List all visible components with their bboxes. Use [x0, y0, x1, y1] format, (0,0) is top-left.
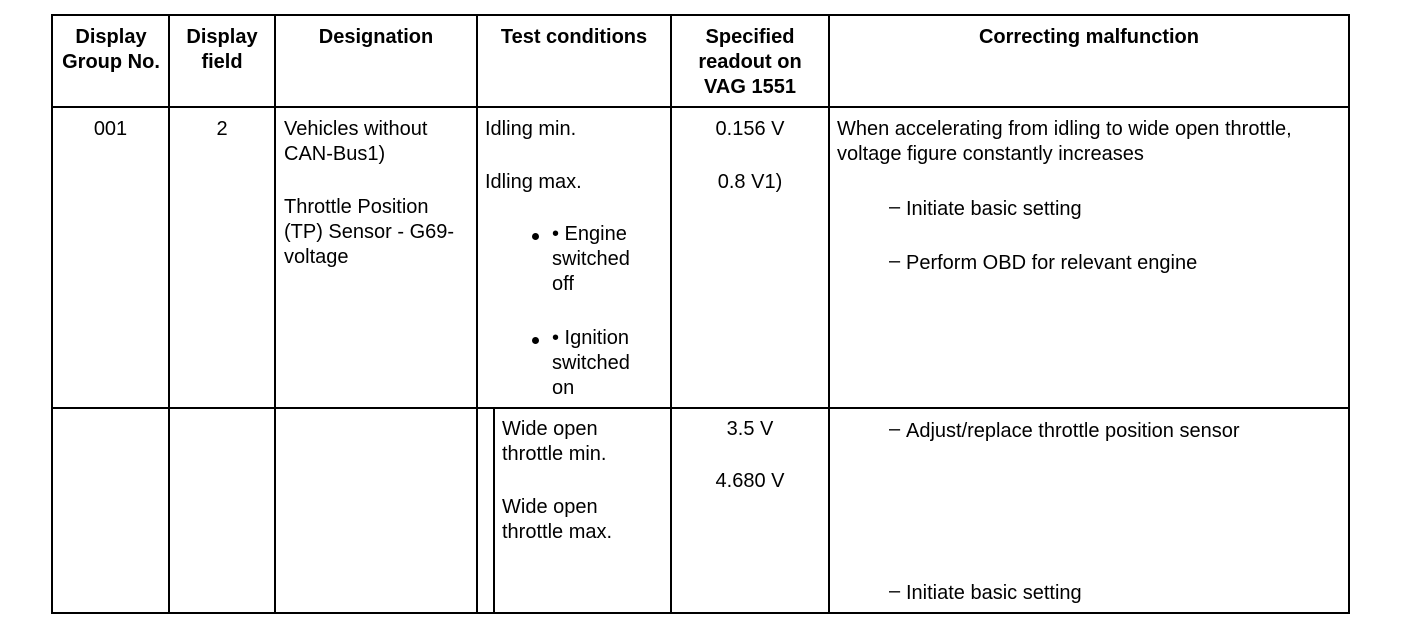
- row1-display-group: 001: [93, 118, 128, 140]
- header-correcting: Correcting malfunction: [978, 26, 1199, 48]
- dash-icon: –: [889, 196, 901, 218]
- row1-display-field: 2: [216, 118, 228, 140]
- row-divider: [51, 407, 1350, 409]
- row2-cond-wot-min: Wide open throttle min.: [502, 418, 607, 465]
- row1-readout-min: 0.156 V: [715, 118, 785, 140]
- diagnostic-table: [51, 14, 1350, 614]
- table-border-top: [51, 14, 1350, 16]
- row1-readout-max: 0.8 V1): [717, 171, 783, 193]
- header-divider: [51, 106, 1350, 108]
- header-display-group: Display Group No.: [62, 26, 160, 73]
- col-divider-3: [476, 14, 478, 614]
- header-display-field: Display field: [186, 26, 258, 73]
- row2-cond-wot-max: Wide open throttle max.: [502, 496, 613, 543]
- row1-correct-step1: Initiate basic setting: [906, 198, 1082, 220]
- dash-icon: –: [889, 250, 901, 272]
- dash-icon: –: [889, 418, 901, 440]
- row2-correct-step2: Initiate basic setting: [906, 582, 1082, 604]
- dash-icon: –: [889, 580, 901, 602]
- row2-correct-step1: Adjust/replace throttle position sensor: [906, 420, 1240, 442]
- row1-cond-engine-off: • Engine switched off: [552, 223, 630, 295]
- col-divider-4: [670, 14, 672, 614]
- table-border-bottom: [51, 612, 1350, 614]
- bullet-dot-icon: [532, 337, 539, 344]
- row2-readout-min: 3.5 V: [726, 418, 774, 440]
- table-border-right: [1348, 14, 1350, 614]
- table-border-left: [51, 14, 53, 614]
- header-test-conditions: Test conditions: [500, 26, 648, 48]
- row1-cond-idle-max: Idling max.: [485, 171, 582, 193]
- row1-cond-idle-min: Idling min.: [485, 118, 577, 140]
- row2-readout-max: 4.680 V: [715, 470, 785, 492]
- header-designation: Designation: [318, 26, 434, 48]
- row1-designation-sensor: Throttle Position (TP) Sensor - G69- voltage: [284, 196, 455, 268]
- row1-correct-step2: Perform OBD for relevant engine: [906, 252, 1198, 274]
- col-divider-5: [828, 14, 830, 614]
- row1-correct-text: When accelerating from idling to wide open throttle, voltage figure constantly increases: [837, 118, 1292, 165]
- bullet-dot-icon: [532, 233, 539, 240]
- col-divider-2: [274, 14, 276, 614]
- col-divider-1: [168, 14, 170, 614]
- col-divider-sub: [493, 407, 495, 614]
- row1-cond-ignition-on: • Ignition switched on: [552, 327, 630, 399]
- row1-designation-vehicles: Vehicles without CAN-Bus1): [284, 118, 428, 165]
- header-specified-readout: Specified readout on VAG 1551: [698, 26, 802, 98]
